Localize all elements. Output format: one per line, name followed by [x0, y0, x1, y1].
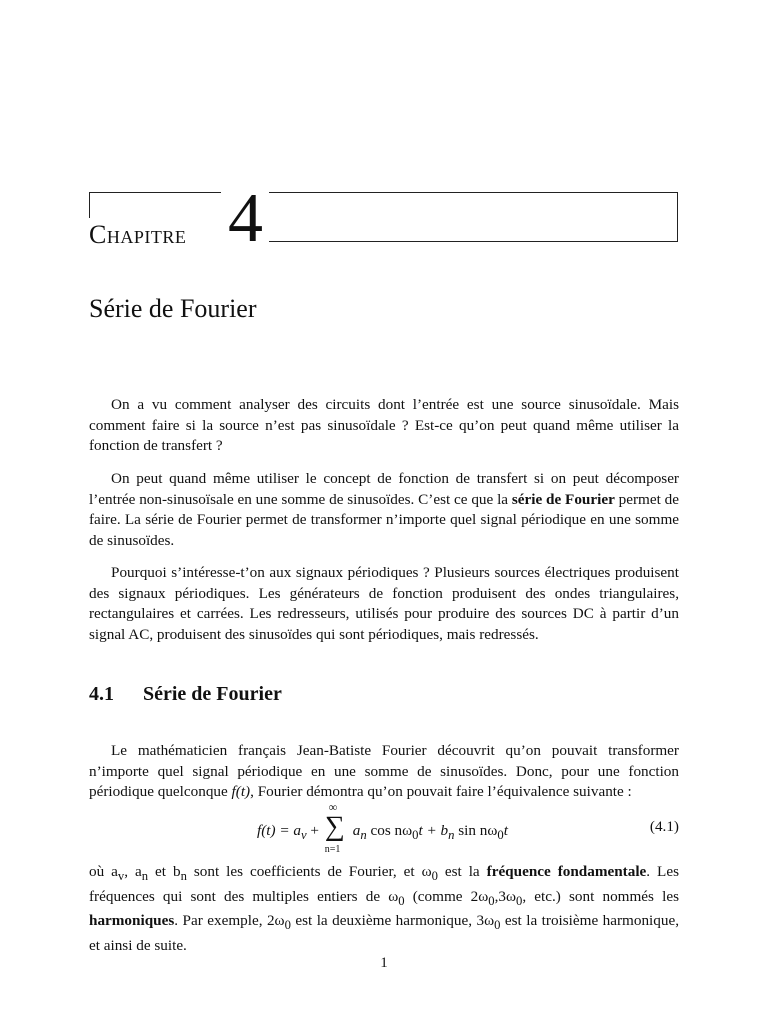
- chapter-header: [89, 180, 679, 257]
- section-title: Série de Fourier: [143, 683, 282, 705]
- intro-paragraph-2: On peut quand même utiliser le concept de fonction de transfert si on peut décomposer l’entrée non-sinusoïsale en une somme de sinusoïdes. C’est ce que la série de Fourier permet de faire. La série de Fourier permet de transformer n’importe quel signal périodique en une somme de sinusoïdes.: [89, 470, 679, 549]
- frame-line: [269, 241, 678, 242]
- equation-4-1: [89, 800, 679, 855]
- bold-term: harmoniques: [89, 912, 175, 930]
- page-number: 1: [380, 955, 388, 971]
- summation-symbol: ∞ ∑ n=1: [324, 800, 345, 855]
- frame-line: [89, 192, 221, 193]
- bold-term: fréquence fondamentale: [486, 863, 647, 880]
- chapter-title: Série de Fourier: [89, 294, 257, 323]
- frame-line: [89, 192, 90, 218]
- frame-line: [269, 192, 678, 193]
- equation-body: $f(t) = a_v$ + ∞ ∑ n=1 $a_n$ $\cos n\omega_0t + b_n$ $\sin n\omega_0t$: [257, 800, 508, 855]
- section-number: 4.1: [89, 683, 114, 705]
- section-paragraph-2: où $a_v$, $a_n$ et $b_n$ sont les coefficients de Fourier, et $\omega_0$ est la fréquence fondamentale. Les fréquences qui sont des multiples entiers de $\omega_0$ (comme $2\omega_0,3\omega_0$, etc.) sont nommés les harmoniques. Par exemple, $2\omega_0$ est la deuxième harmonique, $3\omega_0$ est la troisième harmonique, et ainsi de suite.: [89, 863, 680, 954]
- equation-number: (4.1): [649, 818, 679, 835]
- section-paragraph-1: Le mathématicien français Jean-Batiste Fourier découvrit qu’on pouvait transformer n’importe quel signal périodique en une somme de sinusoïdes. Donc, pour une fonction périodique quelconque f(t), Fourier démontra qu’on pouvait faire l’équivalence suivante :: [89, 742, 679, 800]
- chapter-label: Chapitre: [89, 220, 187, 249]
- chapter-number: 4: [228, 180, 263, 257]
- section-heading: [89, 684, 282, 704]
- intro-paragraph-3: Pourquoi s’intéresse-t’on aux signaux périodiques ? Plusieurs sources électriques produisent des signaux périodiques. Les générateurs de fonction produisent des ondes triangulaires, rectangulaires et carrées. Les redresseurs, utilisés pour produire des sources DC à partir d’un signal AC, produisent des sinusoïdes qui sont périodiques, mais redressés.: [89, 564, 679, 643]
- math-inline: f(t): [231, 783, 251, 800]
- frame-line: [677, 192, 678, 242]
- intro-paragraph-1: On a vu comment analyser des circuits dont l’entrée est une source sinusoïdale. Mais comment faire si la source n’est pas sinusoïdale ? Est-ce qu’on peut quand même utiliser la fonction de transfert ?: [89, 396, 679, 454]
- bold-term: série de Fourier: [511, 490, 615, 508]
